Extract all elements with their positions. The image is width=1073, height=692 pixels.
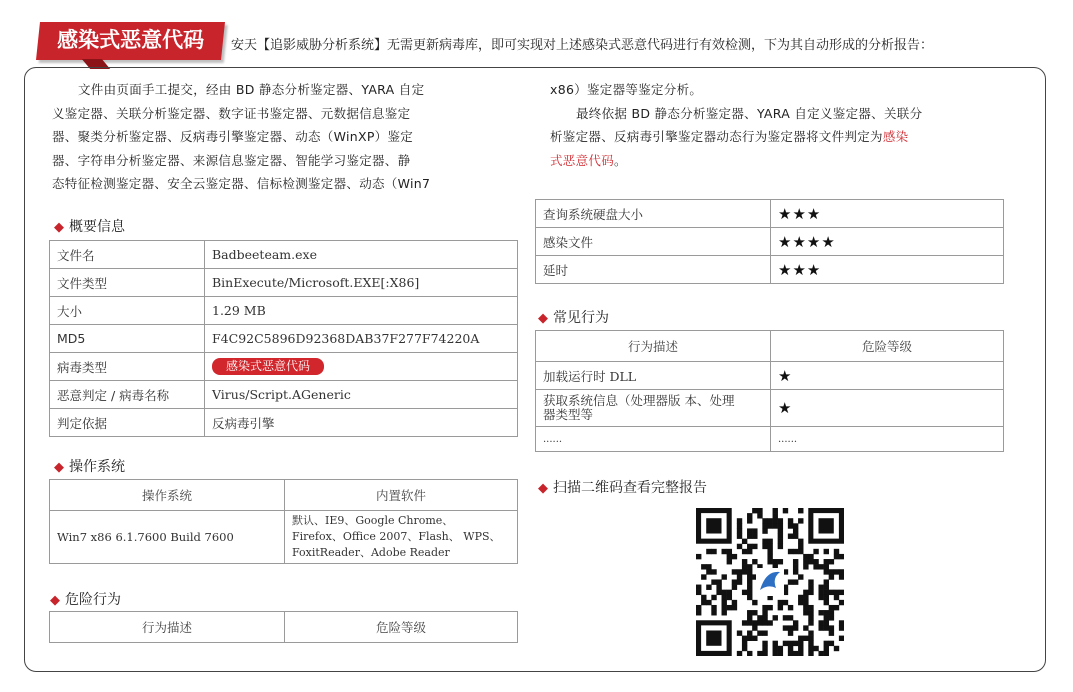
danger-title: ◆ 危险行为 <box>50 592 121 608</box>
table-row: 获取系统信息（处理器版 本、处理 器类型等 ★ <box>536 390 1004 427</box>
table-row: Win7 x86 6.1.7600 Build 7600 默认、IE9、Google Chrome、 Firefox、Office 2007、Flash、 WPS、 FoxitReader、Adobe Reader <box>50 511 518 564</box>
verdict-text: 感染 <box>882 129 909 144</box>
table-row: 文件类型 BinExecute/Microsoft.EXE[:X86] <box>50 269 518 297</box>
virus-type-badge: 感染式恶意代码 <box>212 358 324 375</box>
common-table: 行为描述 危险等级 加载运行时 DLL ★ 获取系统信息（处理器版 本、处理 器类型等 ★ ...... ...... <box>535 330 1004 452</box>
overview-table <box>49 240 518 437</box>
overview-title: ◆ 概要信息 <box>54 219 125 235</box>
diamond-bullet-icon: ◆ <box>50 593 60 608</box>
table-row: 恶意判定 / 病毒名称 Virus/Script.AGeneric <box>50 381 518 409</box>
table-row: 延时 ★★★ <box>536 256 1004 284</box>
danger-header-table: 行为描述 危险等级 <box>49 611 518 643</box>
table-row: 感染文件 ★★★★ <box>536 228 1004 256</box>
table-row: 大小 1.29 MB <box>50 297 518 325</box>
table-row: ...... ...... <box>536 427 1004 452</box>
table-row: MD5 F4C92C5896D92368DAB37F277F74220A <box>50 325 518 353</box>
table-row: 病毒类型 感染式恶意代码 <box>50 353 518 381</box>
intro-text: 安天【追影威胁分析系统】无需更新病毒库，即可实现对上述感染式恶意代码进行有效检测，下为其自动形成的分析报告： <box>231 38 934 53</box>
qr-title: ◆ 扫描二维码查看完整报告 <box>538 480 707 496</box>
table-row: 查询系统硬盘大小 ★★★ <box>536 200 1004 228</box>
conclusion-paragraph: x86）鉴定器等鉴定分析。 最终依据 BD 静态分析鉴定器、YARA 自定义鉴定器、关联分 析鉴定器、反病毒引擎鉴定器动态行为鉴定器将文件判定为感染 式恶意代码。 <box>550 82 923 168</box>
diamond-bullet-icon: ◆ <box>54 460 64 475</box>
diamond-bullet-icon: ◆ <box>538 481 548 496</box>
diamond-bullet-icon: ◆ <box>54 220 64 235</box>
intro-paragraph: 文件由页面手工提交，经由 BD 静态分析鉴定器、YARA 自定 义鉴定器、关联分析鉴定器、数字证书鉴定器、元数据信息鉴定 器、聚类分析鉴定器、反病毒引擎鉴定器、动态（WinXP）鉴定 器、字符串分析鉴定器、来源信息鉴定器、智能学习鉴定器、静 态特征检测鉴定器、安全云鉴定器、信标检测鉴定器、动态（Win7 <box>52 82 431 191</box>
table-row: 判定依据 反病毒引擎 <box>50 409 518 437</box>
os-table: 操作系统 内置软件 Win7 x86 6.1.7600 Build 7600 默认、IE9、Google Chrome、 Firefox、Office 2007、Flash、 WPS、 FoxitReader、Adobe Reader <box>49 479 518 564</box>
qr-code-icon[interactable] <box>696 508 844 656</box>
common-title: ◆ 常见行为 <box>538 310 609 326</box>
os-title: ◆ 操作系统 <box>54 459 125 475</box>
danger-table <box>535 199 1004 284</box>
table-row: 加载运行时 DLL ★ <box>536 362 1004 390</box>
verdict-text-cont: 式恶意代码 <box>550 152 615 168</box>
banner-title: 感染式恶意代码 <box>57 28 205 52</box>
diamond-bullet-icon: ◆ <box>538 311 548 326</box>
table-row: 文件名 Badbeeteam.exe <box>50 241 518 269</box>
top-strip <box>0 0 1073 6</box>
section-banner <box>36 22 225 60</box>
